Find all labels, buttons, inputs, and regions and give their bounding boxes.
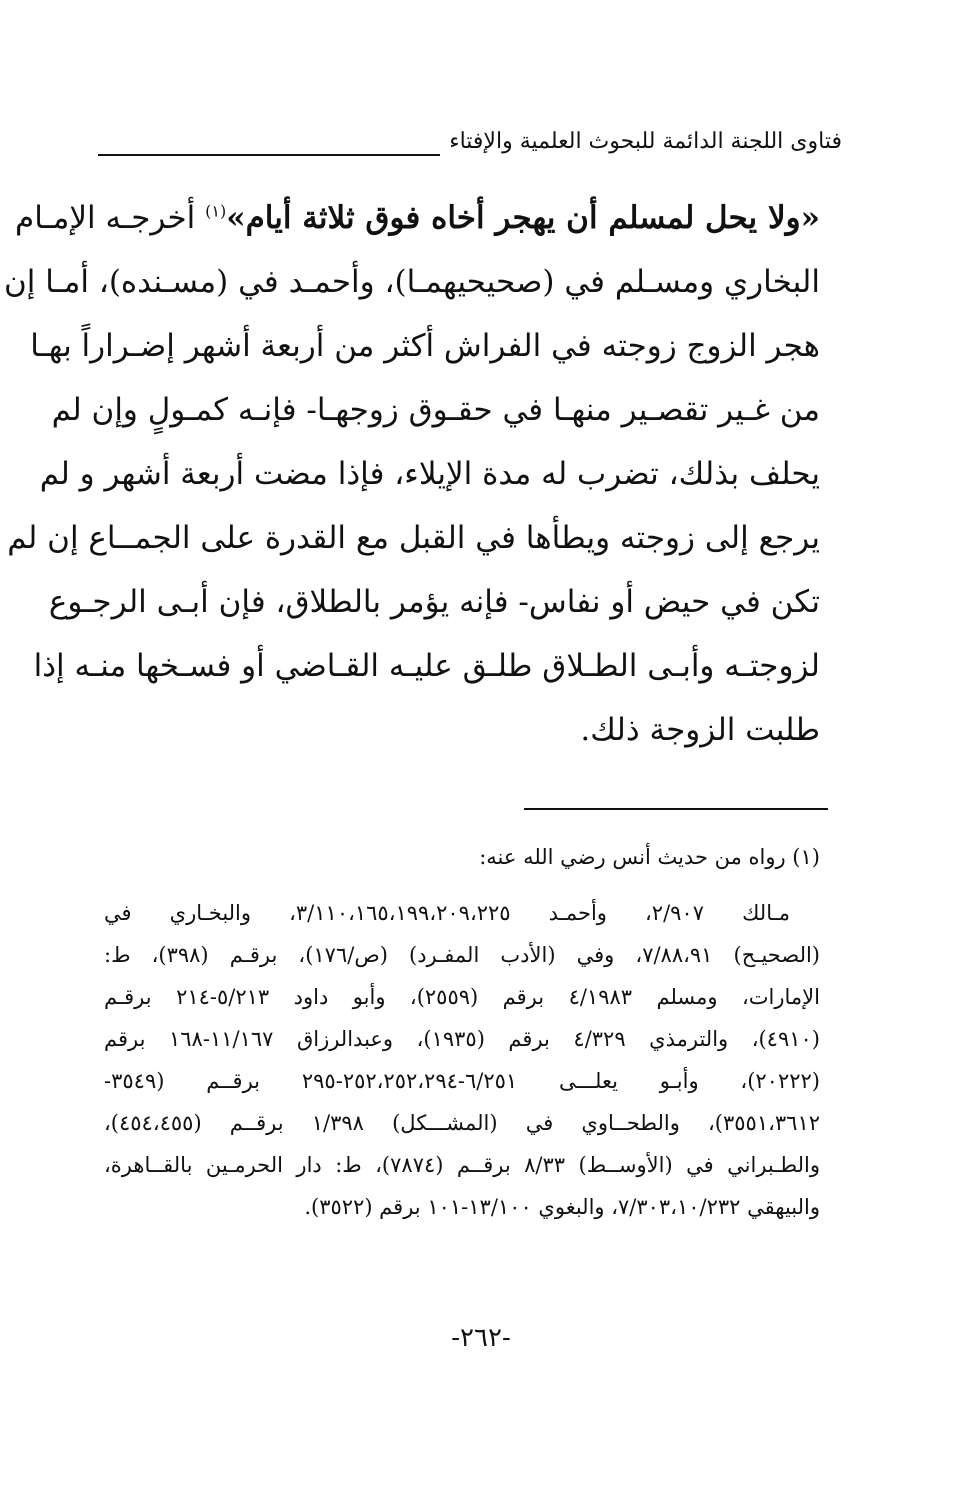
footnote-line-6: ٣٥٥١،٣٦١٢)، والطحــاوي في (المشـــكل) ١/٣٩٨ برقــم (٤٥٤،٤٥٥)،	[104, 1111, 821, 1135]
footnote-rule	[524, 808, 828, 810]
text-line-1	[15, 186, 820, 250]
header-rule	[98, 154, 440, 156]
footnote-line-2: (الصحيـح) ٧/٨٨،٩١، وفي (الأدب المفـرد) (ص/١٧٦)، برقـم (٣٩٨)، ط:	[104, 943, 820, 967]
page-number: -٢٦٢-	[451, 1323, 511, 1353]
text-line-8: لزوجتـه وأبـى الطـلاق طلـق عليـه القـاضي أو فسـخها منـه إذا	[33, 648, 820, 684]
text-line-9: طلبت الزوجة ذلك.	[580, 712, 820, 748]
hadith-quote: «ولا يحل لمسلم أن يهجر أخاه فوق ثلاثة أيام»	[226, 200, 820, 236]
footnote-gap	[104, 878, 820, 892]
text-line-6: يرجع إلى زوجته ويطأها في القبل مع القدرة على الجمــاع إن لم	[7, 520, 820, 556]
footnote-line-8: والبيهقي ٧/٣٠٣،١٠/٢٣٢، والبغوي ١٣/١٠٠-١٠١ برقم (٣٥٢٢).	[304, 1195, 820, 1219]
text-line-3: هجر الزوج زوجته في الفراش أكثر من أربعة أشهر إضـراراً بهـا	[30, 328, 820, 364]
text-line-5: يحلف بذلك، تضرب له مدة الإيلاء، فإذا مضت أربعة أشهر و لم	[39, 456, 820, 492]
footnote-line-3: الإمارات، ومسلم ٤/١٩٨٣ برقم (٢٥٥٩)، وأبو داود ٥/٢١٣-٢١٤ برقـم	[104, 985, 820, 1009]
text-line-1-rest: أخرجـه الإمـام	[15, 200, 206, 236]
footnote-line-5: (٢٠٢٢٢)، وأبـو يعلـــى ٦/٢٥١-٢٥٢،٢٥٢،٢٩٤-٢٩٥ برقــم (٣٥٤٩-	[104, 1069, 820, 1093]
footnote-line-7: والطـبراني في (الأوســط) ٨/٣٣ برقــم (٧٨٧٤)، ط: دار الحرمـين بالقــاهرة،	[104, 1153, 820, 1177]
text-line-7: تكن في حيض أو نفاس- فإنه يؤمر بالطلاق، فإن أبـى الرجـوع	[48, 584, 820, 620]
footnotes	[104, 836, 820, 1228]
text-line-4: من غـير تقصـير منهـا في حقـوق زوجهـا- فإنـه كمـولٍ وإن لم	[51, 392, 820, 428]
footnote-line-4: (٤٩١٠)، والترمذي ٤/٣٢٩ برقم (١٩٣٥)، وعبدالرزاق ١١/١٦٧-١٦٨ برقم	[104, 1027, 820, 1051]
text-line-2: البخاري ومسـلم في (صحيحيهمـا)، وأحمـد في (مسـنده)، أمـا إن	[4, 264, 820, 300]
footnote-marker[interactable]: (١)	[205, 201, 227, 221]
footnote-line-1: مـالك ٢/٩٠٧، وأحمـد ٣/١١٠،١٦٥،١٩٩،٢٠٩،٢٢٥، والبخـاري في	[104, 901, 790, 925]
running-header: فتاوى اللجنة الدائمة للبحوث العلمية والإفتاء	[449, 129, 842, 154]
footnote-intro: (١) رواه من حديث أنس رضي الله عنه:	[479, 845, 820, 869]
main-text	[4, 186, 820, 762]
